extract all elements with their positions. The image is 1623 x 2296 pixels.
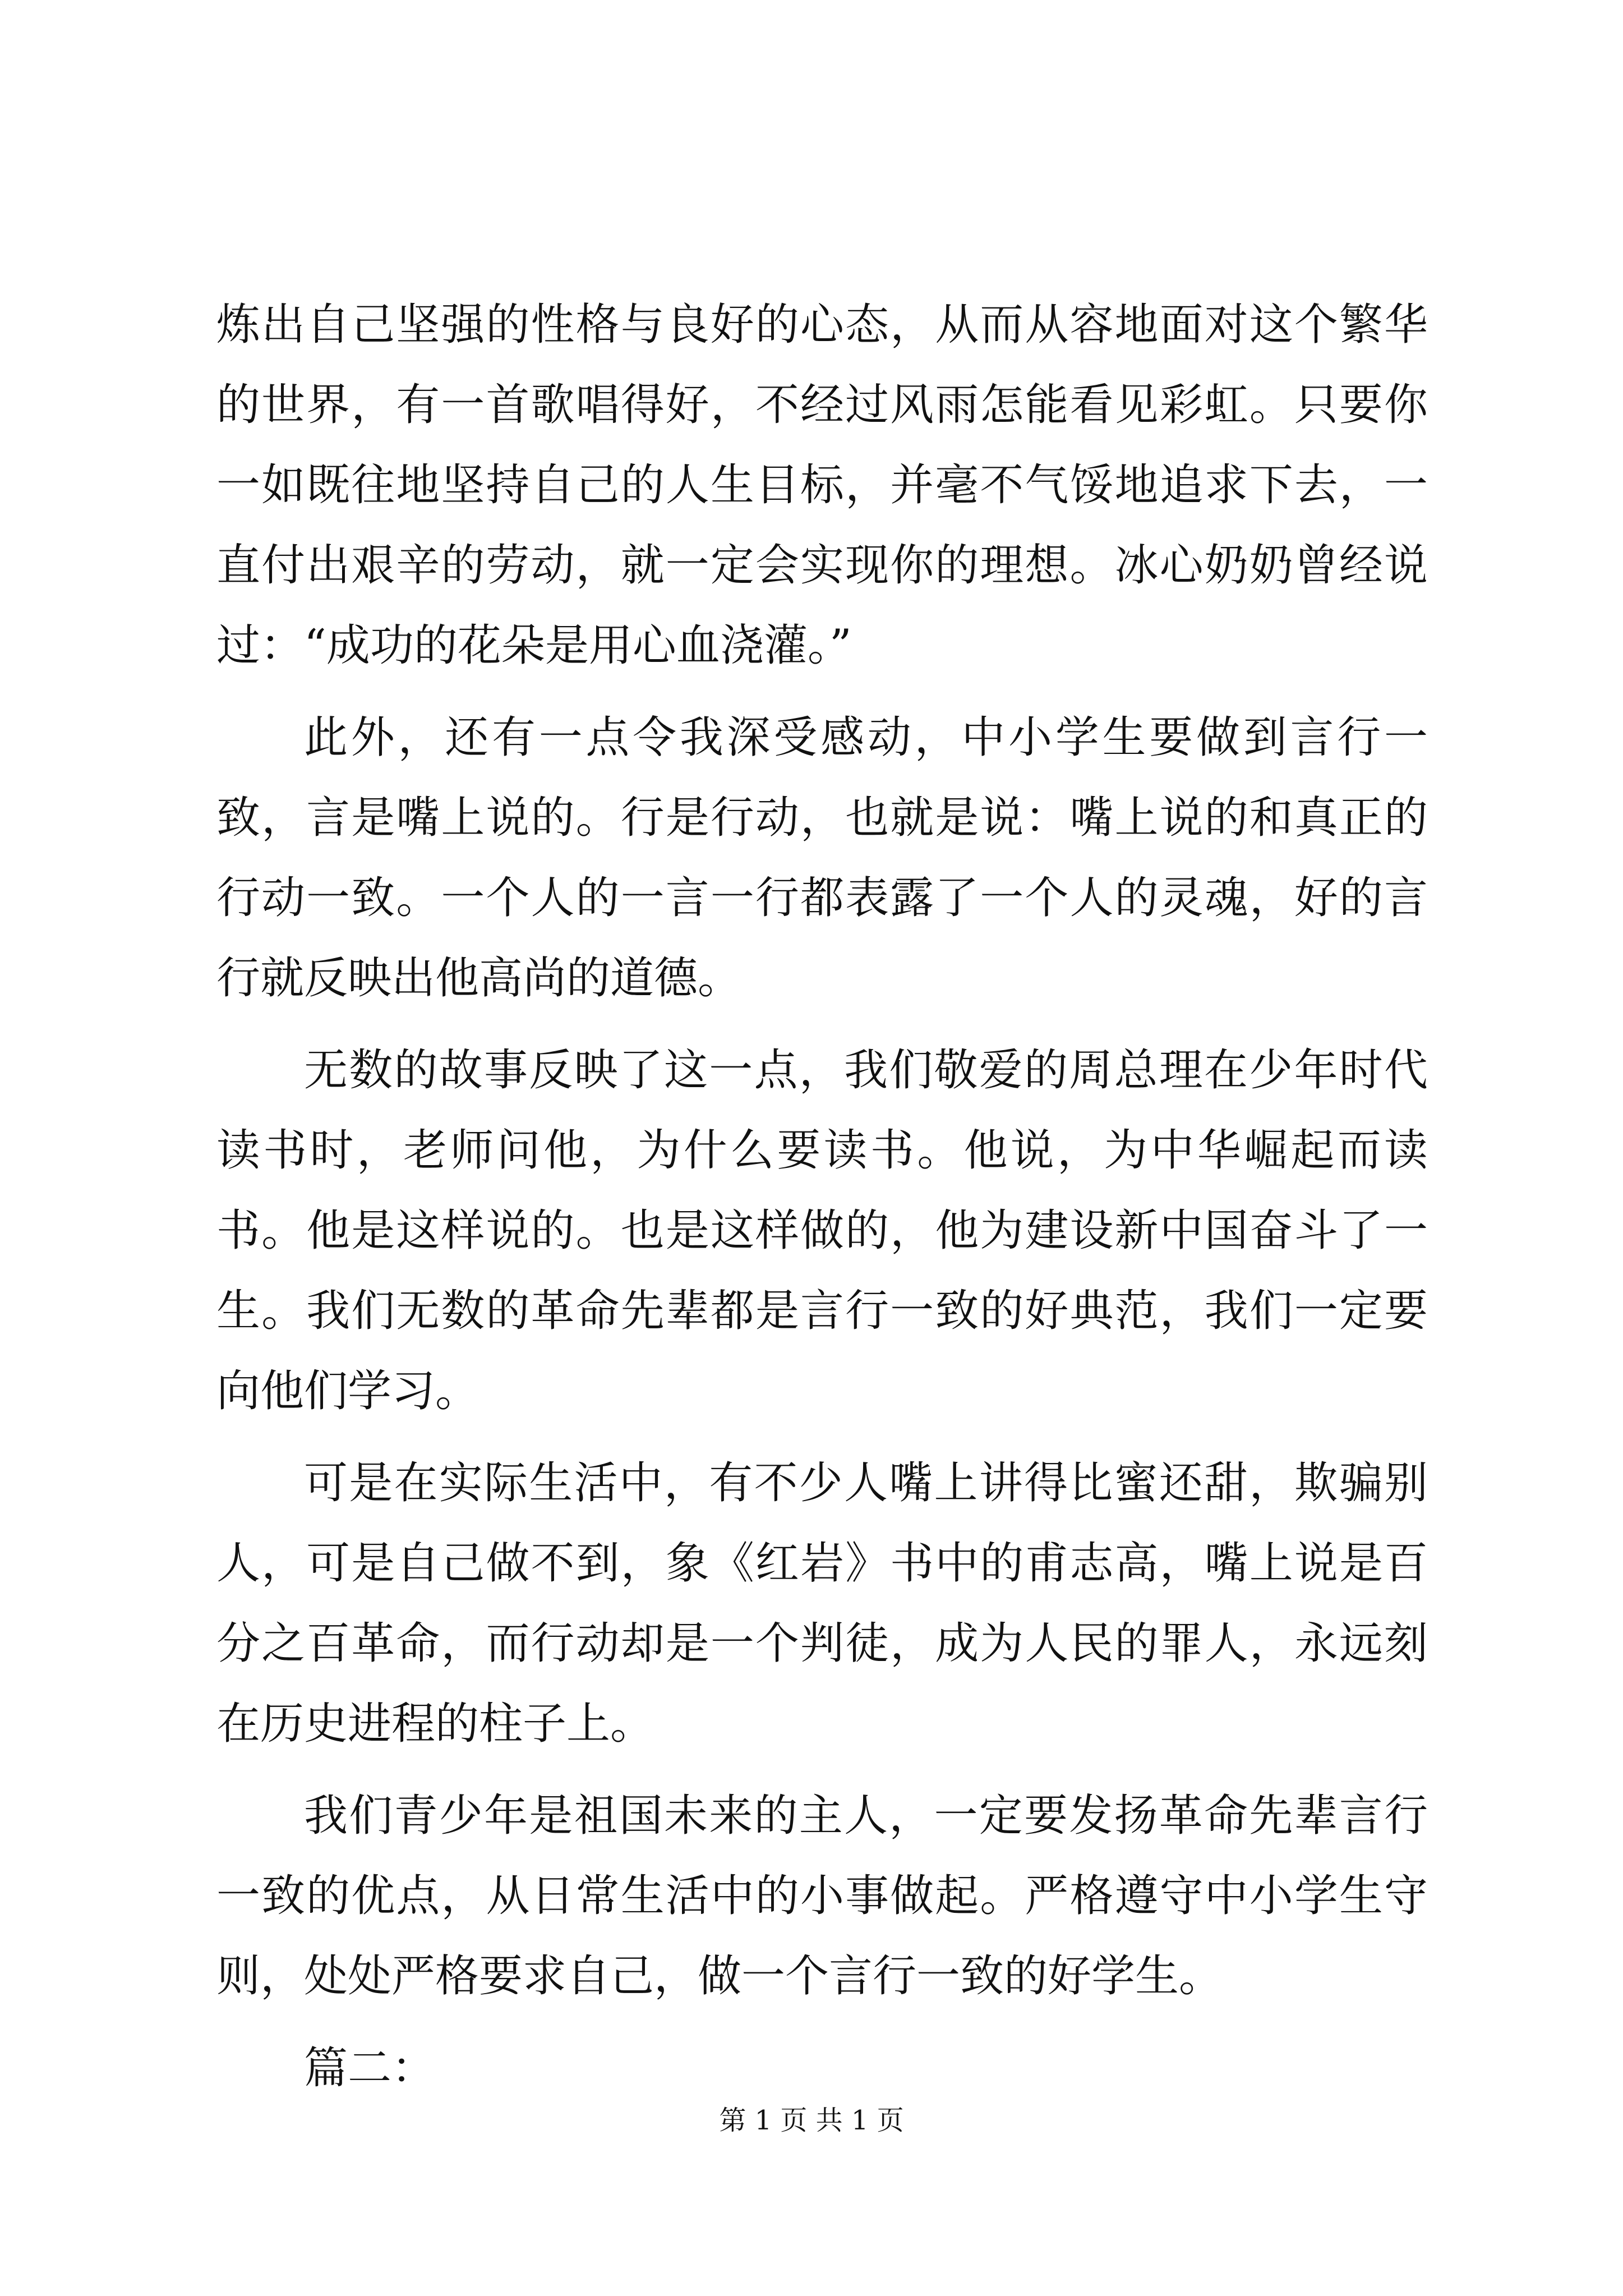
paragraph-4: 可是在实际生活中，有不少人嘴上讲得比蜜还甜，欺骗别人，可是自己做不到，象《红岩》书中的甫志高，嘴上说是百分之百革命，而行动却是一个判徒，成为人民的罪人，永远刻在历史进程的柱子上。 <box>216 1458 1428 1749</box>
paragraph-5: 我们青少年是祖国未来的主人，一定要发扬革命先辈言行一致的优点，从日常生活中的小事做起。严格遵守中小学生守则，处处严格要求自己，做一个言行一致的好学生。 <box>216 1791 1428 2001</box>
section-heading-part-two: 篇二： <box>304 2043 436 2093</box>
paragraph-3: 无数的故事反映了这一点，我们敬爱的周总理在少年时代读书时，老师问他，为什么要读书。他说，为中华崛起而读书。他是这样说的。也是这样做的，他为建设新中国奋斗了一生。我们无数的革命先辈都是言行一致的好典范，我们一定要向他们学习。 <box>216 1045 1428 1416</box>
paragraph-1: 炼出自己坚强的性格与良好的心态，从而从容地面对这个繁华的世界，有一首歌唱得好，不经过风雨怎能看见彩虹。只要你一如既往地坚持自己的人生目标，并毫不气馁地追求下去，一直付出艰辛的劳动，就一定会实现你的理想。冰心奶奶曾经说过：“成功的花朵是用心血浇灌。” <box>216 300 1428 671</box>
paragraph-2: 此外，还有一点令我深受感动，中小学生要做到言行一致，言是嘴上说的。行是行动，也就是说：嘴上说的和真正的行动一致。一个人的一言一行都表露了一个人的灵魂，好的言行就反映出他高尚的道德。 <box>216 712 1428 1004</box>
document-body <box>216 285 1428 2120</box>
page-number-footer: 第 1 页 共 1 页 <box>719 2105 904 2136</box>
